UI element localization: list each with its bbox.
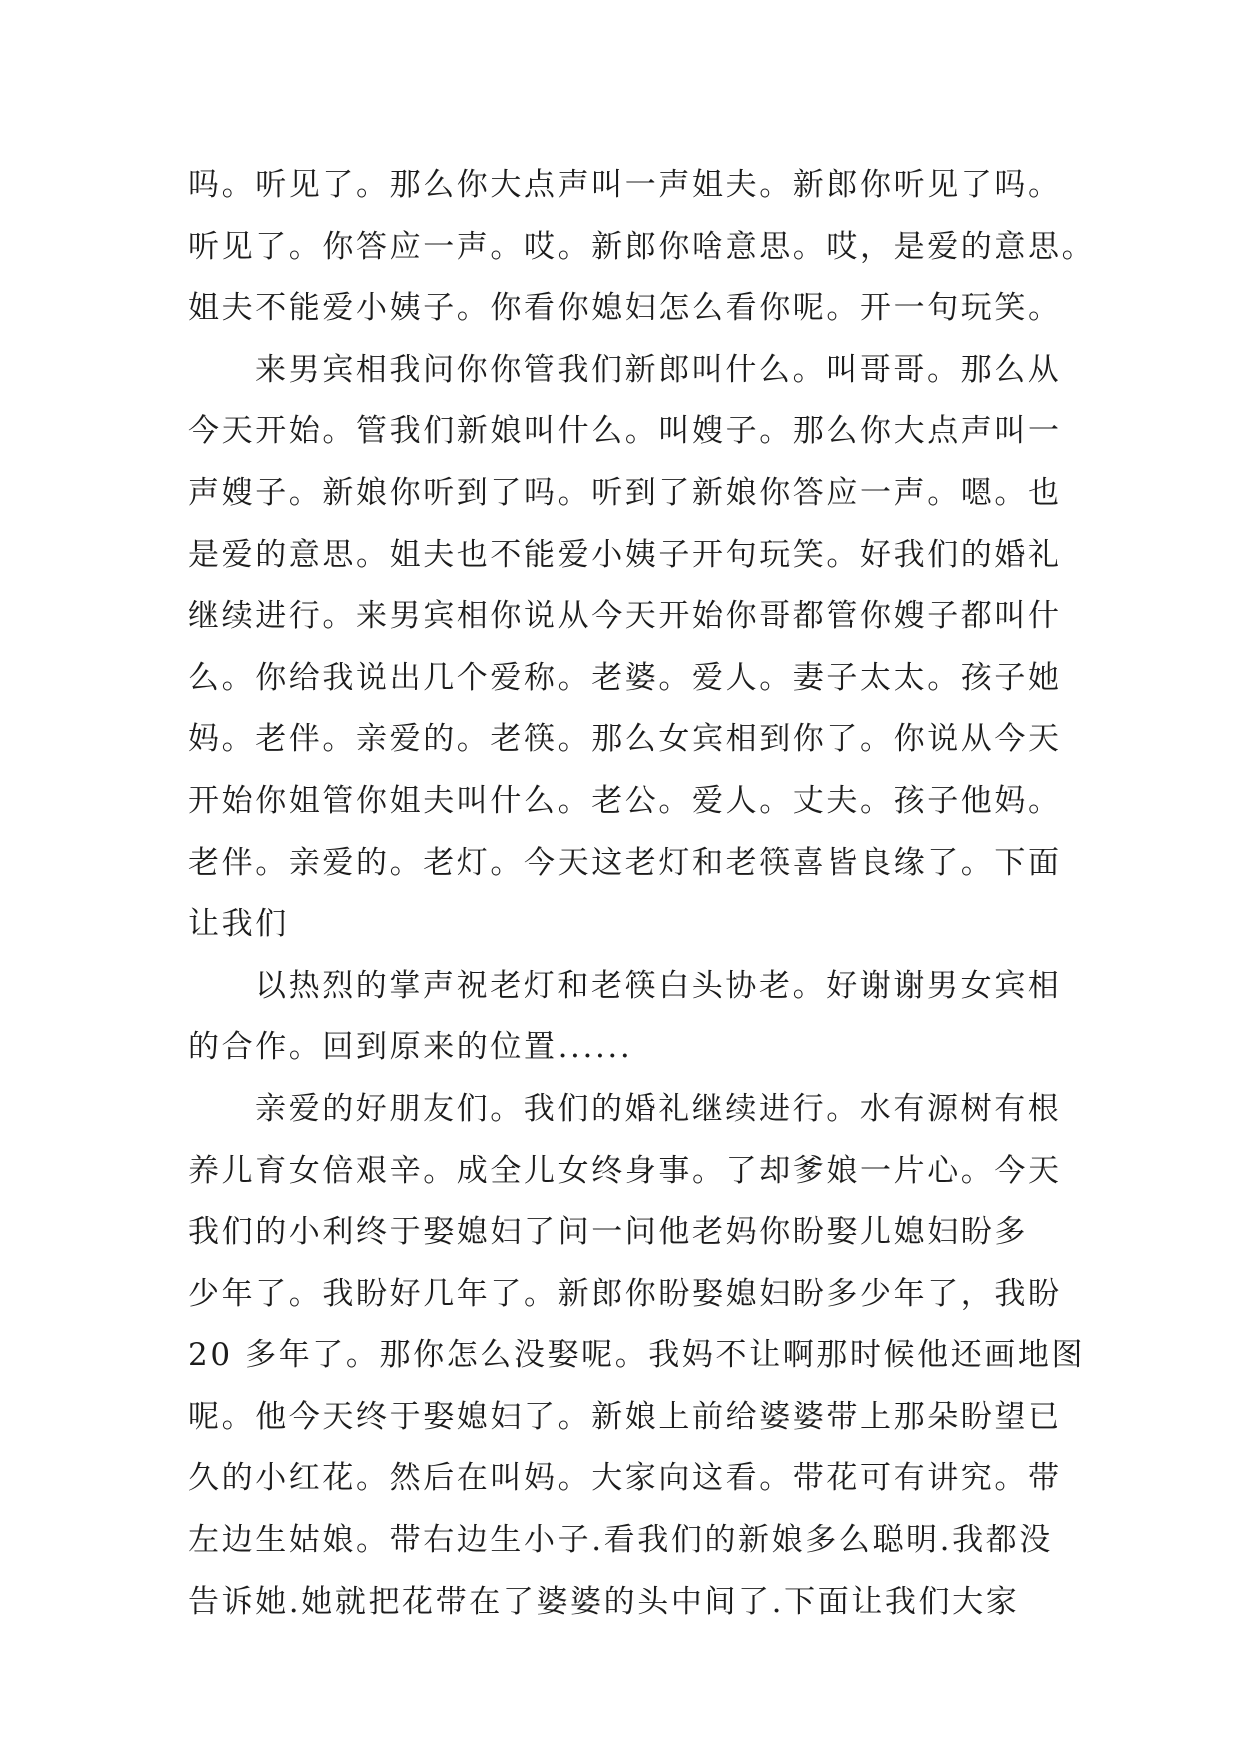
text-line: 少年了。我盼好几年了。新郎你盼娶媳妇盼多少年了，我盼 <box>188 1275 1062 1312</box>
text-line: 养儿育女倍艰辛。成全儿女终身事。了却爹娘一片心。今天 <box>188 1152 1062 1189</box>
text-line: 我们的小利终于娶媳妇了问一问他老妈你盼娶儿媳妇盼多 <box>188 1214 1028 1251</box>
text-line: 亲爱的好朋友们。我们的婚礼继续进行。水有源树有根 <box>255 1090 1062 1127</box>
text-line: 声嫂子。新娘你听到了吗。听到了新娘你答应一声。嗯。也 <box>188 474 1062 511</box>
document-body <box>188 155 1096 1633</box>
paragraph-3 <box>188 956 1068 1079</box>
text-line: 让我们 <box>188 906 289 943</box>
text-line: 今天开始。管我们新娘叫什么。叫嫂子。那么你大点声叫一 <box>188 413 1062 450</box>
text-line: 20 多年了。那你怎么没娶呢。我妈不让啊那时候他还画地图 <box>188 1337 1086 1374</box>
text-line: 来男宾相我问你你管我们新郎叫什么。叫哥哥。那么从 <box>255 351 1062 388</box>
text-line: 呢。他今天终于娶媳妇了。新娘上前给婆婆带上那朵盼望已 <box>188 1398 1062 1435</box>
text-line: 告诉她.她就把花带在了婆婆的头中间了.下面让我们大家 <box>188 1583 1020 1620</box>
text-line: 么。你给我说出几个爱称。老婆。爱人。妻子太太。孩子她 <box>188 659 1062 696</box>
text-line: 开始你姐管你姐夫叫什么。老公。爱人。丈夫。孩子他妈。 <box>188 782 1062 819</box>
paragraph-2 <box>188 340 1068 956</box>
text-line: 以热烈的掌声祝老灯和老筷白头协老。好谢谢男女宾相 <box>255 967 1062 1004</box>
text-line: 老伴。亲爱的。老灯。今天这老灯和老筷喜皆良缘了。下面 <box>188 844 1062 881</box>
text-line: 继续进行。来男宾相你说从今天开始你哥都管你嫂子都叫什 <box>188 598 1062 635</box>
text-line: 妈。老伴。亲爱的。老筷。那么女宾相到你了。你说从今天 <box>188 721 1062 758</box>
text-line: 的合作。回到原来的位置...... <box>188 1029 633 1066</box>
text-line: 姐夫不能爱小姨子。你看你媳妇怎么看你呢。开一句玩笑。 <box>188 290 1062 327</box>
text-line: 是爱的意思。姐夫也不能爱小姨子开句玩笑。好我们的婚礼 <box>188 536 1062 573</box>
paragraph-4 <box>188 1079 1086 1633</box>
paragraph-1 <box>188 155 1096 340</box>
text-line: 左边生姑娘。带右边生小子.看我们的新娘多么聪明.我都没 <box>188 1522 1053 1559</box>
text-line: 久的小红花。然后在叫妈。大家向这看。带花可有讲究。带 <box>188 1460 1062 1497</box>
text-line: 听见了。你答应一声。哎。新郎你啥意思。哎，是爱的意思。 <box>188 228 1096 265</box>
text-line: 吗。听见了。那么你大点声叫一声姐夫。新郎你听见了吗。 <box>188 167 1062 203</box>
